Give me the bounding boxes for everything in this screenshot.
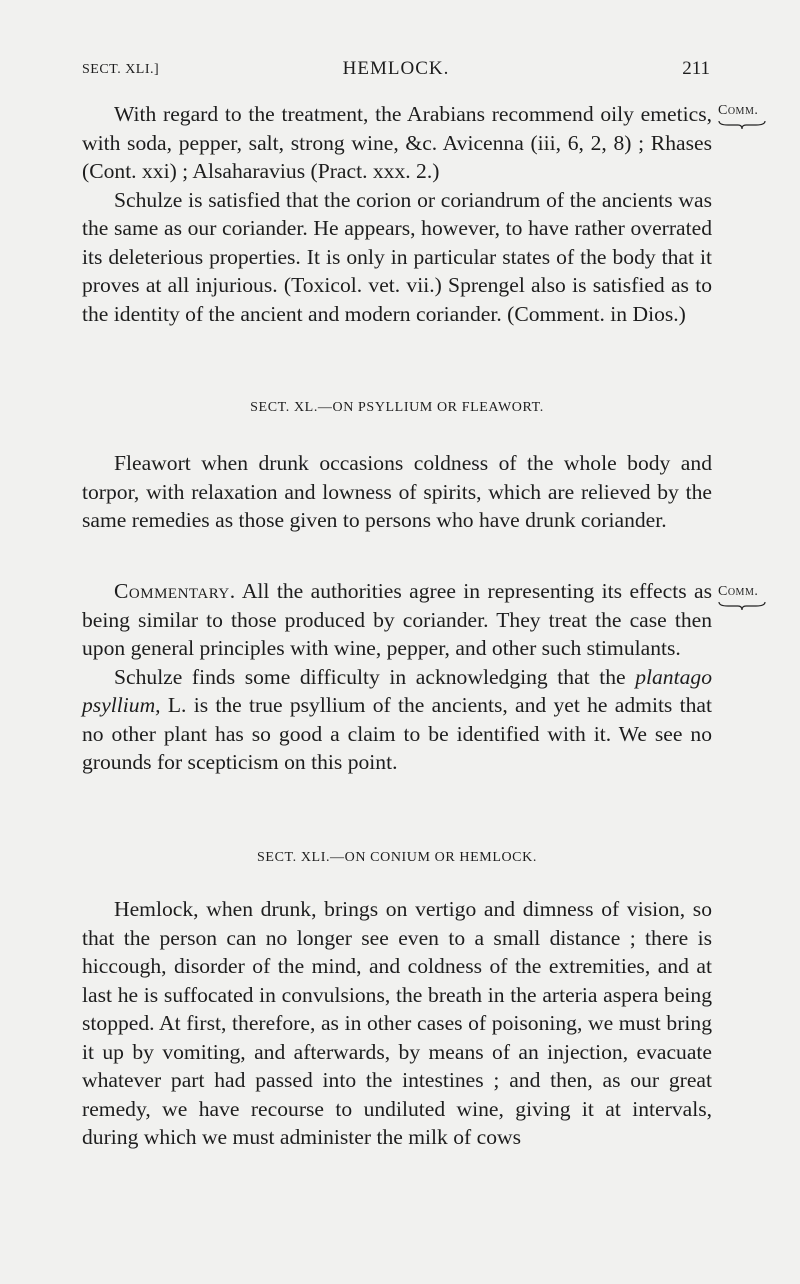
section-heading-hemlock: SECT. XLI.—ON CONIUM OR HEMLOCK. [257, 850, 537, 865]
schulze-coriander-paragraph: Schulze is satisfied that the corion or coriandrum of the ancients was the same as our coriander. He appears, however, to have rather overrated its deleterious properties. It is only in particular states of the body that it proves at all injurious. (Toxicol. vet. vii.) Sprengel also is satisfied as to the identity of the ancient and modern coriander. (Comment. in Dios.) [82, 187, 712, 326]
commentary-lead: Commentary. [114, 579, 236, 603]
schulze-psyllium-paragraph [82, 663, 712, 777]
running-title: HEMLOCK. [342, 58, 450, 79]
page-number: 211 [682, 58, 710, 79]
section-40-commentary [82, 577, 712, 777]
hemlock-paragraph: Hemlock, when drunk, brings on vertigo and dimness of vision, so that the person can no longer see even to a small distance ; there is hiccough, disorder of the mind, and coldness of the extremities, and at last he is suffocated in convulsions, the breath in the arteria aspera being stopped. At first, therefore, as in other cases of poisoning, we must bring it up by vomiting, and afterwards, by means of an injection, evacuate whatever part had passed into the intestines ; and then, as our great remedy, we have recourse to undiluted wine, giving it at intervals, during which we must administer the milk of cows [82, 897, 712, 1149]
margin-note-comm-2 [718, 584, 766, 616]
section-41-body [82, 895, 712, 1152]
section-heading-fleawort: SECT. XL.—ON PSYLLIUM OR FLEAWORT. [250, 400, 544, 415]
fleawort-paragraph: Fleawort when drunk occasions coldness of the whole body and torpor, with relaxation and lowness of spirits, which are relieved by the same remedies as those given to persons who have drunk coriander. [82, 451, 712, 532]
schulze-text-a: Schulze finds some difficulty in acknowledging that the [114, 664, 636, 689]
section-marker: SECT. XLI.] [82, 62, 160, 77]
brace-icon [718, 601, 766, 611]
treatment-paragraph: With regard to the treatment, the Arabians recommend oily emetics, with soda, pepper, salt, strong wine, &c. Avicenna (iii, 6, 2, 8) ; Rhases (Cont. xxi) ; Alsaharavius (Pract. xxx. 2.) [82, 102, 712, 183]
brace-icon [718, 120, 766, 130]
margin-note-label: Comm. [718, 103, 759, 118]
schulze-text-b: L. is the true psyllium of the ancients, and yet he admits that no other plant has so good a claim to be identified with it. We see no grounds for scepticism on this point. [82, 693, 712, 774]
section-40-heading-wrap [82, 400, 712, 416]
commentary-paragraph [82, 577, 712, 663]
commentary-text: All the authorities agree in representing its effects as being similar to those produced by coriander. They treat the case then upon general principles with wine, pepper, and other such stimulants. [82, 579, 712, 660]
section-41-heading-wrap [82, 850, 712, 866]
treatment-block [82, 100, 712, 328]
plant-name: plantago psyllium, [82, 664, 712, 717]
section-40-body [82, 449, 712, 535]
margin-note-comm-1 [718, 103, 766, 135]
running-header [82, 58, 710, 84]
margin-note-label: Comm. [718, 584, 759, 599]
